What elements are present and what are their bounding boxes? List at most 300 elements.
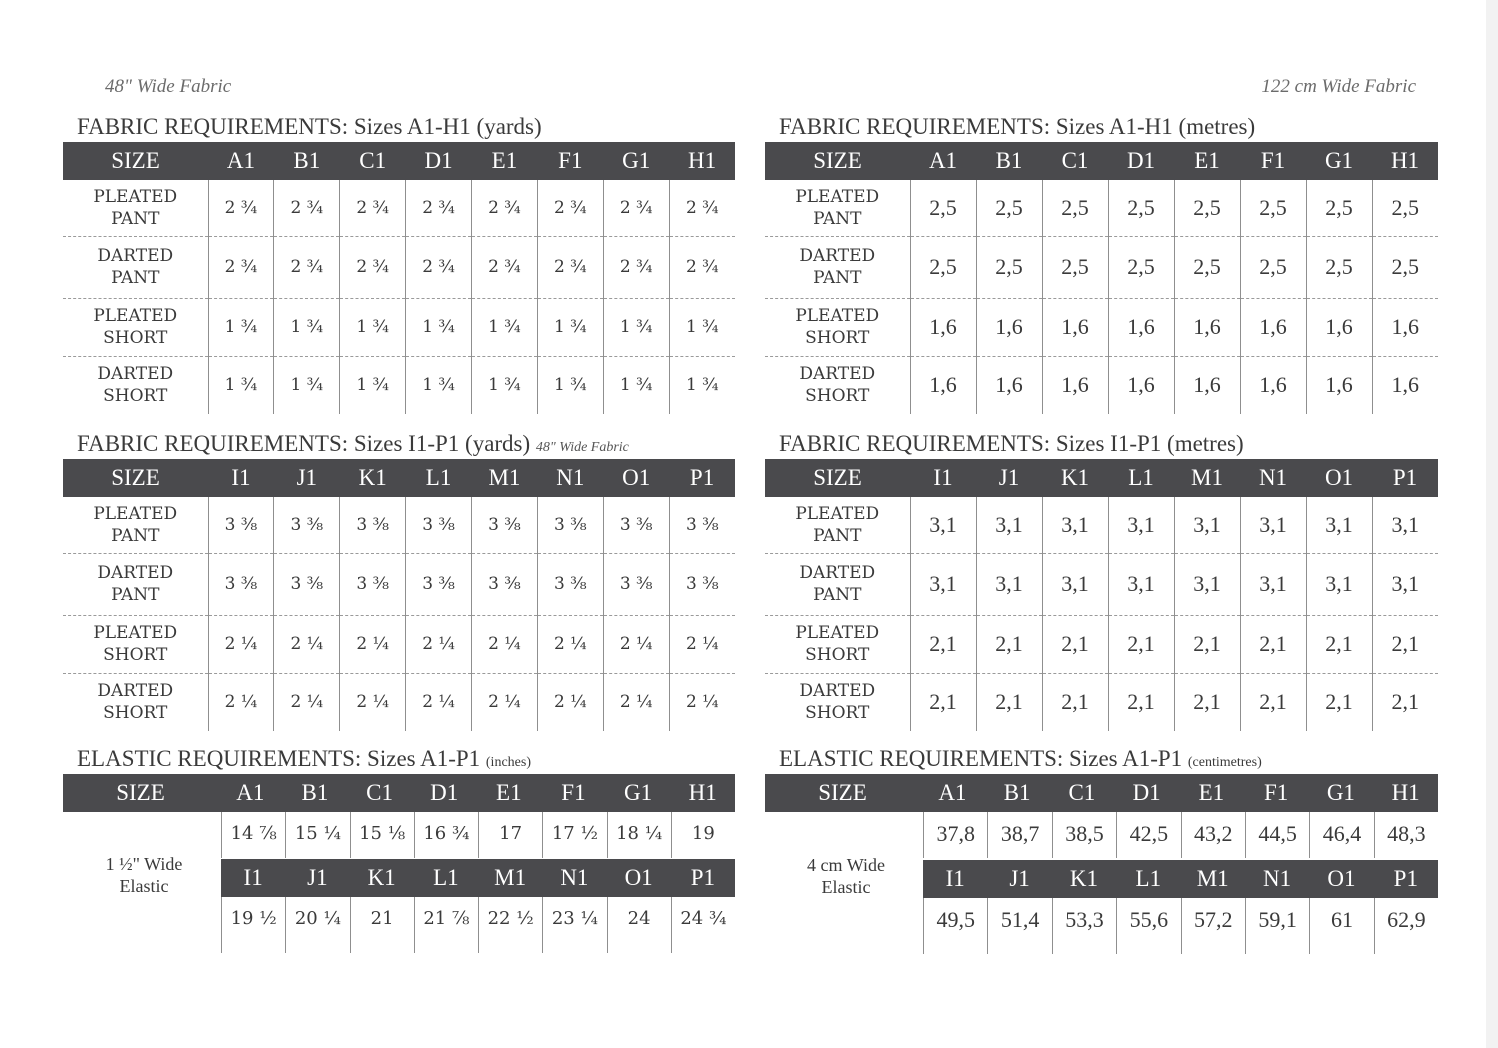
row-label-line: SHORT xyxy=(805,703,870,724)
size-column-header: N1 xyxy=(1240,459,1306,497)
table-cell: 3,1 xyxy=(1372,553,1438,615)
table-cell: 3,1 xyxy=(976,553,1042,615)
size-column-header: N1 xyxy=(537,459,603,497)
row-label-line: PANT xyxy=(813,208,862,229)
size-column-header: L1 xyxy=(1108,459,1174,497)
row-label-line: SHORT xyxy=(103,328,168,348)
row-label-line: PLEATED xyxy=(795,306,880,326)
table-cell: 3,1 xyxy=(1240,497,1306,553)
size-column-header: I1 xyxy=(945,866,965,891)
table-cell: 3 ⅜ xyxy=(208,553,274,615)
size-column-header: I1 xyxy=(243,865,263,890)
row-label-line: PANT xyxy=(813,268,862,288)
table-cell: 1,6 xyxy=(1042,356,1108,414)
size-column-header: N1 xyxy=(560,865,589,890)
table-row xyxy=(765,553,1438,615)
row-label-line: DARTED xyxy=(799,246,876,266)
size-column-header: E1 xyxy=(496,780,522,805)
row-label-line: PLEATED xyxy=(93,306,178,326)
table-header-row xyxy=(765,142,1438,180)
table-cell: 3 ⅜ xyxy=(669,497,735,553)
table-row xyxy=(765,497,1438,553)
table-cell: 3,1 xyxy=(1042,497,1108,553)
elastic-value-cell: 38,5 xyxy=(1052,812,1116,858)
size-column-header: K1 xyxy=(367,865,396,890)
table-cell: 2 ¾ xyxy=(274,236,340,298)
table-cell: 2,1 xyxy=(1174,673,1240,731)
elastic-value-cell: 17 ½ xyxy=(542,812,606,858)
row-label-line: SHORT xyxy=(103,703,168,724)
row-label-line: PLEATED xyxy=(795,503,880,524)
table-cell: 2 ¾ xyxy=(603,236,669,298)
elastic-value-cell: 55,6 xyxy=(1116,898,1180,954)
table-row xyxy=(63,298,735,356)
elastic-values-row-1 xyxy=(221,812,735,858)
table-cell: 2,1 xyxy=(1306,673,1372,731)
table-cell: 2 ¼ xyxy=(669,615,735,673)
elastic-value-cell: 17 xyxy=(478,812,542,858)
size-column-header: G1 xyxy=(1306,142,1372,180)
table-row xyxy=(765,180,1438,236)
table-cell: 2,1 xyxy=(1108,615,1174,673)
section-title-text: FABRIC REQUIREMENTS: Sizes I1-P1 (yards) xyxy=(77,431,531,456)
table-row xyxy=(765,615,1438,673)
table-cell: 2 ¼ xyxy=(537,615,603,673)
elastic-value-cell: 24 ¾ xyxy=(671,897,735,953)
table-cell: 2,5 xyxy=(976,180,1042,236)
elastic-value-cell: 16 ¾ xyxy=(414,812,478,858)
table-cell: 3,1 xyxy=(1108,553,1174,615)
size-column-header: M1 xyxy=(1196,866,1229,891)
size-column-header: L1 xyxy=(433,865,459,890)
row-label-line: PANT xyxy=(111,268,160,288)
table-cell: 3,1 xyxy=(1108,497,1174,553)
table-cell: 1,6 xyxy=(976,298,1042,356)
table-cell: 2 ¼ xyxy=(603,673,669,731)
table-row xyxy=(765,298,1438,356)
table-cell: 2,1 xyxy=(1042,615,1108,673)
table-cell: 3 ⅜ xyxy=(208,497,274,553)
table-cell: 2,5 xyxy=(910,236,976,298)
size-column-header: O1 xyxy=(1327,866,1356,891)
elastic-label xyxy=(766,854,926,898)
table-row xyxy=(765,236,1438,298)
elastic-value-cell: 14 ⅞ xyxy=(221,812,285,858)
size-column-header: P1 xyxy=(690,865,716,890)
elastic-value-cell: 48,3 xyxy=(1374,812,1438,858)
size-column-header: O1 xyxy=(1306,459,1372,497)
table-row xyxy=(63,356,735,414)
table-cell: 1,6 xyxy=(1174,356,1240,414)
fabric-width-note: 48" Wide Fabric xyxy=(105,76,232,97)
table-cell: 2 ¾ xyxy=(537,236,603,298)
table-cell: 2,1 xyxy=(1108,673,1174,731)
table-cell: 1 ¾ xyxy=(603,356,669,414)
table-cell: 3,1 xyxy=(1306,553,1372,615)
metres-panel xyxy=(765,0,1438,1048)
table-cell: 2 ¾ xyxy=(537,180,603,236)
size-column-header: K1 xyxy=(1069,866,1098,891)
table-cell: 2 ¼ xyxy=(208,673,274,731)
row-label-line: PANT xyxy=(813,525,862,546)
table-cell: 2 ¼ xyxy=(340,673,406,731)
table-cell: 1,6 xyxy=(910,356,976,414)
table-row xyxy=(63,553,735,615)
fabric-width-note: 122 cm Wide Fabric xyxy=(1261,76,1416,97)
elastic-value-cell: 21 ⅞ xyxy=(414,897,478,953)
row-label-line: SHORT xyxy=(805,386,870,407)
size-column-header: H1 xyxy=(669,142,735,180)
table-cell: 1 ¾ xyxy=(472,298,538,356)
table-row xyxy=(63,673,735,731)
table-cell: 3 ⅜ xyxy=(340,497,406,553)
section-title-text: ELASTIC REQUIREMENTS: Sizes A1-P1 xyxy=(779,746,1183,771)
size-header: SIZE xyxy=(63,459,208,497)
elastic-value-cell: 22 ½ xyxy=(478,897,542,953)
elastic-headers-2 xyxy=(221,859,735,897)
table-row xyxy=(63,615,735,673)
table-cell: 2,5 xyxy=(1306,236,1372,298)
table-cell: 3 ⅜ xyxy=(472,497,538,553)
elastic-value-cell: 62,9 xyxy=(1374,898,1438,954)
section-title: FABRIC REQUIREMENTS: Sizes A1-H1 (yards) xyxy=(77,114,542,139)
table-cell: 2,1 xyxy=(976,615,1042,673)
table-cell: 2,1 xyxy=(1042,673,1108,731)
table-cell: 1,6 xyxy=(1306,356,1372,414)
table-header-row xyxy=(765,459,1438,497)
row-label-line: PANT xyxy=(111,525,160,546)
size-column-header: M1 xyxy=(472,459,538,497)
size-header: SIZE xyxy=(765,459,910,497)
table-cell: 2 ¼ xyxy=(208,615,274,673)
table-cell: 3 ⅜ xyxy=(340,553,406,615)
elastic-value-cell: 18 ¼ xyxy=(607,812,671,858)
table-cell: 3 ⅜ xyxy=(603,553,669,615)
elastic-value-cell: 44,5 xyxy=(1245,812,1309,858)
size-column-header: C1 xyxy=(1068,780,1096,805)
table-cell: 2,5 xyxy=(1108,236,1174,298)
size-header: SIZE xyxy=(116,780,165,805)
table-cell: 2 ¾ xyxy=(472,180,538,236)
table-cell: 1,6 xyxy=(1306,298,1372,356)
table-cell: 1 ¾ xyxy=(208,298,274,356)
table-cell: 3 ⅜ xyxy=(603,497,669,553)
elastic-label xyxy=(64,853,224,897)
elastic-value-cell: 19 ½ xyxy=(221,897,285,953)
row-label-line: DARTED xyxy=(97,681,174,702)
row-label xyxy=(765,236,910,298)
size-header: SIZE xyxy=(63,142,208,180)
table-cell: 2,5 xyxy=(1372,180,1438,236)
table-cell: 1,6 xyxy=(1108,298,1174,356)
table-cell: 2,5 xyxy=(1372,236,1438,298)
table-cell: 3 ⅜ xyxy=(274,497,340,553)
table-row xyxy=(63,236,735,298)
table-cell: 2 ¾ xyxy=(208,180,274,236)
row-label-line: DARTED xyxy=(799,681,876,702)
table-cell: 2,1 xyxy=(910,673,976,731)
table-cell: 2,1 xyxy=(976,673,1042,731)
table-cell: 1 ¾ xyxy=(669,356,735,414)
section-title-unit: (centimetres) xyxy=(1187,755,1262,770)
table-cell: 2 ¾ xyxy=(406,236,472,298)
requirements-table xyxy=(63,142,735,414)
table-cell: 1 ¾ xyxy=(406,298,472,356)
table-cell: 2 ¼ xyxy=(537,673,603,731)
table-cell: 2 ¼ xyxy=(274,615,340,673)
size-column-header: C1 xyxy=(1042,142,1108,180)
row-label xyxy=(765,180,910,236)
section-title-note: 48" Wide Fabric xyxy=(535,440,629,455)
requirements-table xyxy=(765,459,1438,731)
table-cell: 2,1 xyxy=(1372,615,1438,673)
elastic-value-cell: 46,4 xyxy=(1309,812,1373,858)
table-cell: 2,5 xyxy=(1174,236,1240,298)
size-column-header: M1 xyxy=(1174,459,1240,497)
size-column-header: E1 xyxy=(1198,780,1225,805)
table-row xyxy=(63,180,735,236)
size-header: SIZE xyxy=(765,142,910,180)
size-column-header: D1 xyxy=(1132,780,1161,805)
table-cell: 1,6 xyxy=(1108,356,1174,414)
section-title xyxy=(77,746,531,776)
table-cell: 3 ⅜ xyxy=(537,497,603,553)
table-cell: 1,6 xyxy=(1372,298,1438,356)
elastic-value-cell: 24 xyxy=(607,897,671,953)
elastic-label-line: Elastic xyxy=(119,876,169,896)
table-cell: 3,1 xyxy=(1042,553,1108,615)
table-cell: 2 ¾ xyxy=(472,236,538,298)
table-cell: 2 ¼ xyxy=(603,615,669,673)
size-column-header: E1 xyxy=(472,142,538,180)
size-column-header: J1 xyxy=(976,459,1042,497)
elastic-value-cell: 53,3 xyxy=(1052,898,1116,954)
size-column-header: G1 xyxy=(603,142,669,180)
size-column-header: A1 xyxy=(938,780,967,805)
table-row xyxy=(63,497,735,553)
size-column-header: O1 xyxy=(624,865,653,890)
row-label xyxy=(765,553,910,615)
table-cell: 2 ¼ xyxy=(406,673,472,731)
table-cell: 2,5 xyxy=(1240,236,1306,298)
size-column-header: A1 xyxy=(236,780,265,805)
table-cell: 2,5 xyxy=(1174,180,1240,236)
elastic-headers-1 xyxy=(920,774,1438,812)
elastic-value-cell: 61 xyxy=(1309,898,1373,954)
size-column-header: A1 xyxy=(208,142,274,180)
section-title-text: ELASTIC REQUIREMENTS: Sizes A1-P1 xyxy=(77,746,481,771)
elastic-value-cell: 59,1 xyxy=(1245,898,1309,954)
table-cell: 3,1 xyxy=(1174,497,1240,553)
section-title: FABRIC REQUIREMENTS: Sizes I1-P1 (metres) xyxy=(779,431,1244,456)
table-cell: 1,6 xyxy=(1240,356,1306,414)
table-cell: 2,1 xyxy=(1174,615,1240,673)
size-column-header: B1 xyxy=(301,780,329,805)
table-cell: 3,1 xyxy=(976,497,1042,553)
table-cell: 2,5 xyxy=(1108,180,1174,236)
size-column-header: N1 xyxy=(1263,866,1292,891)
row-label xyxy=(63,180,208,236)
size-column-header: P1 xyxy=(669,459,735,497)
elastic-header-row xyxy=(765,774,1438,812)
elastic-value-cell: 15 ¼ xyxy=(285,812,349,858)
elastic-value-cell: 21 xyxy=(350,897,414,953)
elastic-headers-1 xyxy=(218,774,735,812)
table-cell: 2,1 xyxy=(910,615,976,673)
size-column-header: H1 xyxy=(1372,142,1438,180)
row-label-line: PANT xyxy=(111,585,160,605)
table-cell: 3 ⅜ xyxy=(537,553,603,615)
table-cell: 1,6 xyxy=(1174,298,1240,356)
table-cell: 1 ¾ xyxy=(208,356,274,414)
table-cell: 2,5 xyxy=(1042,180,1108,236)
table-cell: 3,1 xyxy=(1372,497,1438,553)
row-label xyxy=(63,356,208,414)
elastic-label-line: 4 cm Wide xyxy=(807,855,885,875)
size-column-header: B1 xyxy=(1003,780,1031,805)
table-cell: 1,6 xyxy=(1042,298,1108,356)
table-cell: 2 ¾ xyxy=(340,180,406,236)
row-label xyxy=(63,497,208,553)
row-label xyxy=(63,673,208,731)
elastic-value-cell: 43,2 xyxy=(1181,812,1245,858)
size-column-header: F1 xyxy=(561,780,586,805)
row-label xyxy=(765,497,910,553)
table-cell: 2 ¼ xyxy=(472,615,538,673)
table-cell: 2 ¾ xyxy=(669,236,735,298)
table-cell: 3 ⅜ xyxy=(406,497,472,553)
table-cell: 2,5 xyxy=(1042,236,1108,298)
size-column-header: C1 xyxy=(366,780,393,805)
table-cell: 3 ⅜ xyxy=(472,553,538,615)
elastic-value-cell: 19 xyxy=(671,812,735,858)
table-cell: 2 ¾ xyxy=(340,236,406,298)
size-column-header: I1 xyxy=(910,459,976,497)
size-column-header: L1 xyxy=(406,459,472,497)
table-cell: 1 ¾ xyxy=(274,356,340,414)
size-column-header: C1 xyxy=(340,142,406,180)
size-column-header: G1 xyxy=(624,780,653,805)
table-cell: 3,1 xyxy=(910,553,976,615)
row-label-line: PLEATED xyxy=(795,623,880,643)
table-cell: 2,5 xyxy=(1306,180,1372,236)
section-title-unit: (inches) xyxy=(485,755,531,770)
table-cell: 2,1 xyxy=(1240,673,1306,731)
row-label-line: DARTED xyxy=(97,246,174,266)
elastic-value-cell: 20 ¼ xyxy=(285,897,349,953)
table-cell: 2,5 xyxy=(976,236,1042,298)
size-header: SIZE xyxy=(818,780,867,805)
elastic-value-cell: 57,2 xyxy=(1181,898,1245,954)
table-cell: 3 ⅜ xyxy=(669,553,735,615)
table-cell: 2 ¼ xyxy=(274,673,340,731)
table-cell: 3 ⅜ xyxy=(406,553,472,615)
size-column-header: D1 xyxy=(406,142,472,180)
section-title xyxy=(779,746,1262,776)
row-label-line: PLEATED xyxy=(93,623,178,643)
size-column-header: J1 xyxy=(1009,866,1030,891)
row-label-line: PLEATED xyxy=(795,186,880,207)
table-cell: 2 ¼ xyxy=(340,615,406,673)
elastic-value-cell: 23 ¼ xyxy=(542,897,606,953)
elastic-value-cell: 15 ⅛ xyxy=(350,812,414,858)
row-label-line: SHORT xyxy=(103,386,168,407)
elastic-label-line: Elastic xyxy=(821,877,871,897)
row-label xyxy=(63,615,208,673)
size-column-header: F1 xyxy=(1240,142,1306,180)
elastic-value-cell: 49,5 xyxy=(923,898,987,954)
table-cell: 3,1 xyxy=(1174,553,1240,615)
elastic-values-row-1 xyxy=(923,812,1438,858)
size-column-header: P1 xyxy=(1393,866,1418,891)
table-cell: 1 ¾ xyxy=(537,298,603,356)
table-cell: 2 ¾ xyxy=(603,180,669,236)
row-label-line: PANT xyxy=(813,585,862,605)
row-label-line: DARTED xyxy=(799,364,876,385)
row-label xyxy=(765,298,910,356)
row-label xyxy=(765,673,910,731)
size-column-header: M1 xyxy=(494,865,527,890)
size-column-header: K1 xyxy=(340,459,406,497)
row-label xyxy=(765,615,910,673)
yards-panel xyxy=(63,0,735,1048)
table-cell: 2,5 xyxy=(910,180,976,236)
table-cell: 2 ¼ xyxy=(406,615,472,673)
elastic-value-cell: 42,5 xyxy=(1116,812,1180,858)
size-column-header: J1 xyxy=(274,459,340,497)
table-cell: 1 ¾ xyxy=(603,298,669,356)
elastic-value-cell: 37,8 xyxy=(923,812,987,858)
table-cell: 3,1 xyxy=(1306,497,1372,553)
table-cell: 1 ¾ xyxy=(537,356,603,414)
size-column-header: G1 xyxy=(1326,780,1355,805)
table-cell: 1 ¾ xyxy=(669,298,735,356)
table-row xyxy=(765,356,1438,414)
size-column-header: B1 xyxy=(976,142,1042,180)
table-cell: 2,1 xyxy=(1306,615,1372,673)
elastic-label-line: 1 ½" Wide xyxy=(105,854,183,874)
size-column-header: O1 xyxy=(603,459,669,497)
table-cell: 1 ¾ xyxy=(274,298,340,356)
size-column-header: K1 xyxy=(1042,459,1108,497)
size-column-header: F1 xyxy=(537,142,603,180)
elastic-headers-2 xyxy=(923,860,1438,898)
table-cell: 2 ¾ xyxy=(669,180,735,236)
size-column-header: H1 xyxy=(1391,780,1420,805)
table-cell: 1,6 xyxy=(976,356,1042,414)
row-label-line: SHORT xyxy=(805,328,870,348)
table-cell: 2 ¼ xyxy=(472,673,538,731)
row-label-line: SHORT xyxy=(103,645,168,665)
elastic-values-row-2 xyxy=(923,898,1438,954)
size-column-header: E1 xyxy=(1174,142,1240,180)
row-label-line: PLEATED xyxy=(93,186,178,207)
size-column-header: D1 xyxy=(1108,142,1174,180)
size-column-header: A1 xyxy=(910,142,976,180)
table-cell: 1,6 xyxy=(910,298,976,356)
requirements-table xyxy=(63,459,735,731)
table-cell: 2 ¾ xyxy=(406,180,472,236)
table-cell: 2,1 xyxy=(1372,673,1438,731)
elastic-values-row-2 xyxy=(221,897,735,953)
table-cell: 3 ⅜ xyxy=(274,553,340,615)
row-label xyxy=(765,356,910,414)
requirements-table xyxy=(765,142,1438,414)
size-column-header: J1 xyxy=(307,865,328,890)
size-column-header: I1 xyxy=(208,459,274,497)
page-edge xyxy=(1486,0,1498,1048)
section-title xyxy=(77,431,629,461)
